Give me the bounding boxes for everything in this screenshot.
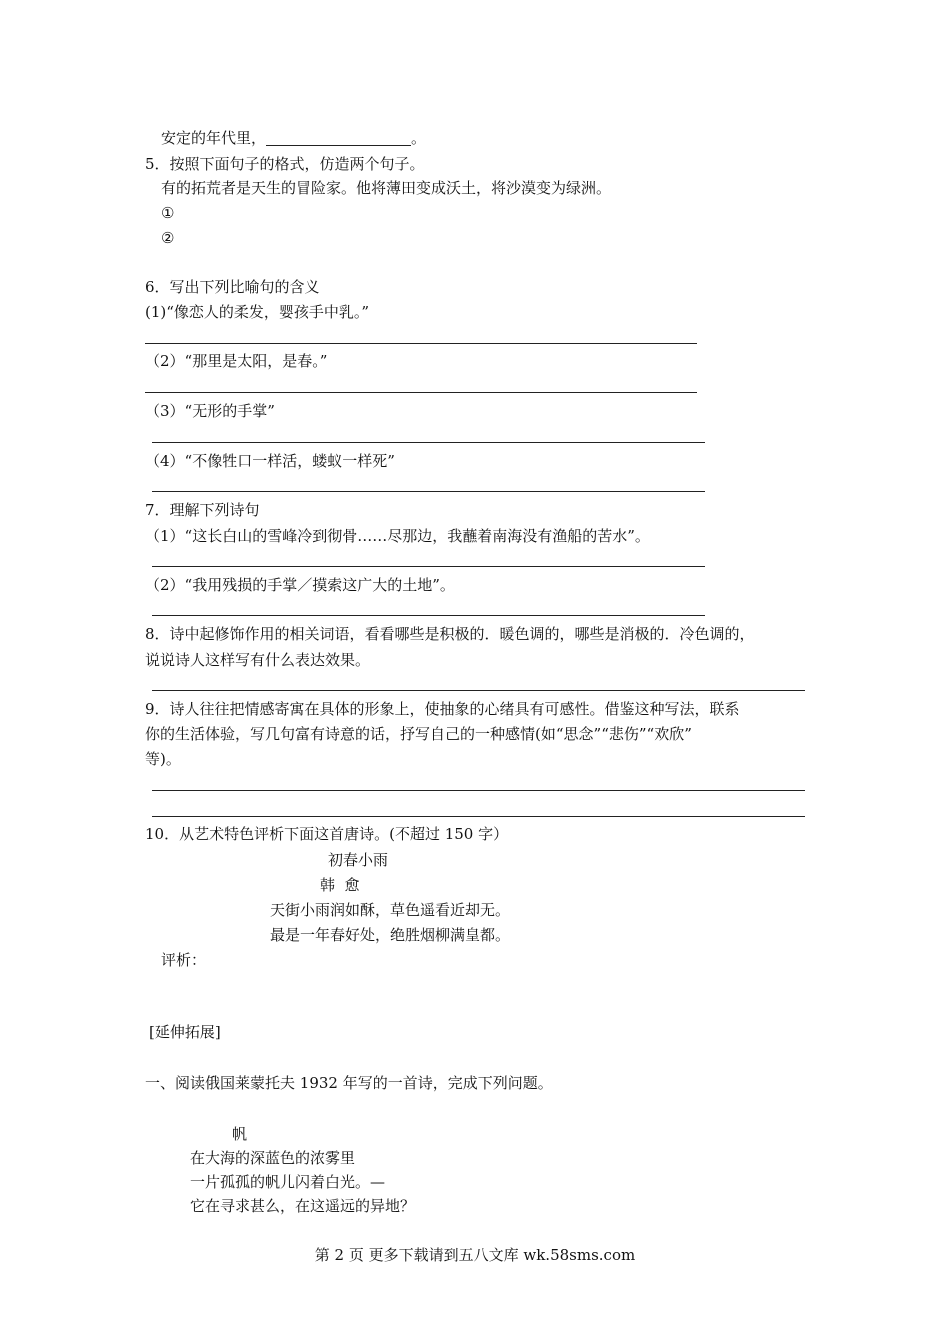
extension-heading: [延伸拓展] — [149, 1023, 221, 1041]
q10-title: 10．从艺术特色评析下面这首唐诗。(不超过 150 字） — [145, 825, 509, 843]
q4-tail-text: 安定的年代里， — [161, 129, 267, 147]
q10-comment-label: 评析： — [161, 951, 207, 969]
q10-poem-title: 初春小雨 — [328, 851, 389, 869]
q5-example: 有的拓荒者是天生的冒险家。他将薄田变成沃土，将沙漠变为绿洲。 — [161, 179, 612, 197]
sail-poem-line-2: 一片孤孤的帆儿闪着白光。— — [190, 1173, 386, 1191]
q4-answer-blank[interactable] — [266, 129, 411, 146]
q8-line-2: 说说诗人这样写有什么表达效果。 — [145, 651, 371, 669]
q7-answer-line-2[interactable] — [152, 615, 705, 616]
q9-answer-line-1[interactable] — [152, 790, 805, 791]
q9-line-1: 9．诗人往往把情感寄寓在具体的形象上，使抽象的心绪具有可感性。借鉴这种写法，联系 — [145, 700, 740, 718]
q10-poem-line-2: 最是一年春好处，绝胜烟柳满皇都。 — [270, 926, 511, 944]
q8-line-1: 8．诗中起修饰作用的相关词语，看看哪些是积极的．暖色调的，哪些是消极的．冷色调的， — [145, 625, 755, 643]
q9-line-3: 等)。 — [145, 750, 181, 768]
q9-answer-line-2[interactable] — [152, 816, 805, 817]
q7-item-2: （2）“我用残损的手掌／摸索这广大的土地”。 — [145, 576, 455, 594]
q6-answer-line-4[interactable] — [152, 491, 705, 492]
q5-item-1: ① — [161, 204, 175, 222]
page-footer: 第 2 页 更多下载请到五八文库 wk.58sms.com — [314, 1246, 636, 1264]
extension-intro: 一、阅读俄国莱蒙托夫 1932 年写的一首诗，完成下列问题。 — [145, 1074, 553, 1092]
q6-item-4: （4）“不像牲口一样活，蝼蚁一样死” — [145, 452, 395, 470]
q5-title: 5．按照下面句子的格式，仿造两个句子。 — [145, 155, 425, 173]
q6-answer-line-3[interactable] — [152, 442, 705, 443]
q6-item-2: （2）“那里是太阳，是春。” — [145, 352, 328, 370]
q4-tail-line — [161, 128, 426, 148]
q6-item-3: （3）“无形的手掌” — [145, 402, 275, 420]
sail-poem-line-1: 在大海的深蓝色的浓雾里 — [190, 1149, 356, 1167]
q6-answer-line-2[interactable] — [145, 392, 697, 393]
sail-poem-line-3: 它在寻求甚么，在这遥远的异地？ — [190, 1197, 416, 1215]
q6-item-1: (1)“像恋人的柔发，婴孩手中乳。” — [145, 303, 370, 321]
q7-title: 7．理解下列诗句 — [145, 501, 260, 519]
q7-answer-line-1[interactable] — [152, 566, 705, 567]
q6-answer-line-1[interactable] — [145, 343, 697, 344]
sail-poem-title: 帆 — [232, 1125, 248, 1143]
q10-poem-author: 韩 愈 — [320, 876, 360, 894]
q5-item-2: ② — [161, 229, 175, 247]
q7-item-1: （1）“这长白山的雪峰冷到彻骨……尽那边，我蘸着南海没有渔船的苦水”。 — [145, 527, 650, 545]
q8-answer-line[interactable] — [152, 690, 805, 691]
q6-title: 6．写出下列比喻句的含义 — [145, 278, 320, 296]
q10-poem-line-1: 天街小雨润如酥，草色遥看近却无。 — [270, 901, 511, 919]
q9-line-2: 你的生活体验，写几句富有诗意的话，抒写自己的一种感情(如“思念”“悲伤”“欢欣” — [145, 725, 692, 743]
q4-tail-end: 。 — [411, 129, 427, 147]
